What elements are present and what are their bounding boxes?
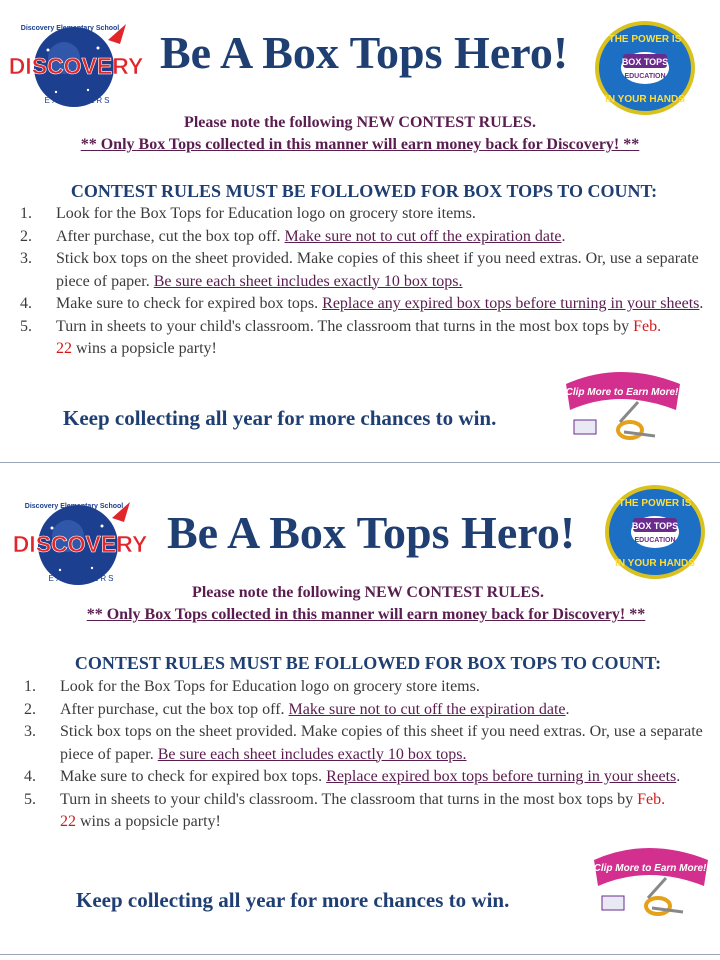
rule-item: 4. Make sure to check for expired box tops. Replace expired box tops before turning in your sheets. (24, 768, 681, 785)
rules-heading: CONTEST RULES MUST BE FOLLOWED FOR BOX TOPS TO COUNT: (74, 653, 662, 673)
logo-main-text: DISCOVERY (12, 531, 148, 557)
page-title: Be A Box Tops Hero! (160, 27, 569, 78)
keep-collecting: Keep collecting all year for more chances to win. (63, 406, 497, 430)
contest-note: Please note the following NEW CONTEST RULES. (184, 114, 536, 131)
logo-bottom-text: EXPLORERS (48, 574, 116, 583)
rule-item: 2. After purchase, cut the box top off. Make sure not to cut off the expiration date. (20, 227, 566, 245)
rule-item: 2. After purchase, cut the box top off. Make sure not to cut off the expiration date. (24, 700, 570, 718)
rule-item: 5. Turn in sheets to your child's classroom. The classroom that turns in the most box tops by Feb. 22 wins a popsicle party! (20, 317, 662, 357)
flyer-2 (0, 470, 720, 954)
deadline-date: Feb. 22 (56, 317, 662, 357)
logo-top-text: Discovery Elementary School (24, 503, 124, 510)
rule-item: 1. Look for the Box Tops for Education logo on grocery store items. (20, 205, 476, 222)
keep-collecting: Keep collecting all year for more chances to win. (76, 888, 510, 912)
rule-item: 5. Turn in sheets to your child's classroom. The classroom that turns in the most box tops by Feb. 22 wins a popsicle party! (24, 790, 666, 830)
flyer-1 (0, 0, 720, 462)
logo-bottom-text: EXPLORERS (44, 96, 112, 105)
badge-center-bottom: EDUCATION (634, 537, 676, 544)
badge-center-top: BOX TOPS (631, 521, 679, 531)
badge-center-bottom: EDUCATION (624, 73, 666, 80)
contest-note: Please note the following NEW CONTEST RULES. (192, 584, 544, 601)
discovery-logo (12, 498, 152, 588)
page-title: Be A Box Tops Hero! (167, 507, 576, 558)
deadline-date: Feb. 22 (60, 790, 666, 830)
contest-note-emphasis: ** Only Box Tops collected in this manner will earn money back for Discovery! ** (80, 136, 640, 153)
divider (0, 462, 720, 463)
badge-center-top: BOX TOPS (621, 57, 669, 67)
rules-list (24, 676, 704, 834)
rules-heading: CONTEST RULES MUST BE FOLLOWED FOR BOX TOPS TO COUNT: (70, 181, 658, 201)
clip-text: Clip More to Earn More! (593, 863, 707, 874)
rule-item: 4. Make sure to check for expired box tops. Replace any expired box tops before turning in your sheets. (20, 295, 704, 312)
rule-item: 3. Stick box tops on the sheet provided. Make copies of this sheet if you need extras. Or, use a separate piece of paper. Be sure each sheet includes exactly 10 box tops. (20, 250, 699, 290)
discovery-logo (8, 20, 148, 110)
clip-text: Clip More to Earn More! (565, 387, 679, 398)
clip-more-graphic (560, 362, 686, 450)
rule-item: 1. Look for the Box Tops for Education logo on grocery store items. (24, 678, 480, 695)
power-badge (594, 20, 696, 116)
contest-note-emphasis: ** Only Box Tops collected in this manner will earn money back for Discovery! ** (86, 606, 646, 623)
clip-more-graphic (588, 838, 714, 926)
power-badge (604, 484, 706, 580)
badge-top-text: THE POWER IS (608, 34, 682, 45)
logo-top-text: Discovery Elementary School (20, 25, 120, 32)
logo-main-text: DISCOVERY (8, 53, 144, 79)
divider (0, 954, 720, 955)
rules-list (20, 203, 704, 361)
rule-item: 3. Stick box tops on the sheet provided. Make copies of this sheet if you need extras. Or, use a separate piece of paper. Be sure each sheet includes exactly 10 box tops. (24, 723, 703, 763)
badge-bottom-text: IN YOUR HANDS (615, 558, 695, 569)
badge-top-text: THE POWER IS (618, 498, 692, 509)
badge-bottom-text: IN YOUR HANDS (605, 94, 685, 105)
